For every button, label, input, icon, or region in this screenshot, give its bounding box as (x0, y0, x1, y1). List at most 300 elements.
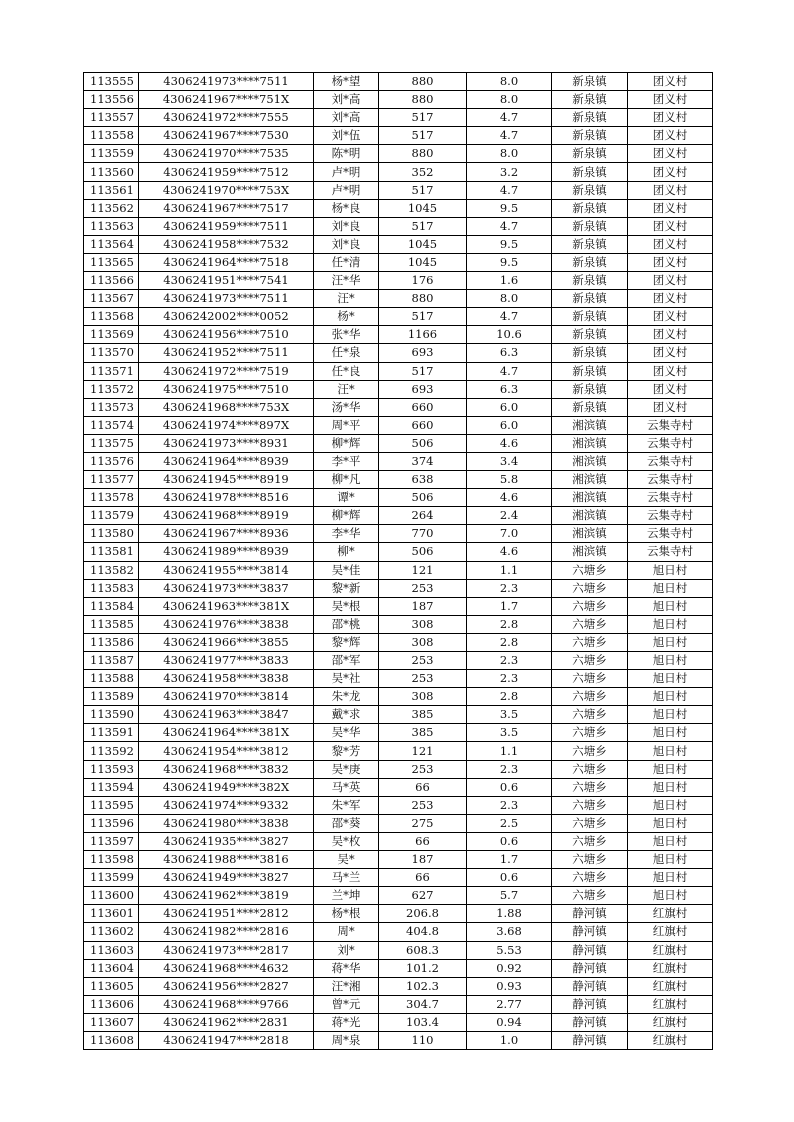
table-row (84, 977, 713, 995)
table-row (84, 272, 713, 290)
serial-number-cell: 113590 (84, 706, 139, 724)
town-cell: 新泉镇 (552, 290, 628, 308)
table-row (84, 778, 713, 796)
name-cell: 朱*龙 (314, 688, 379, 706)
id-number-cell: 4306241951****7541 (139, 272, 314, 290)
amount-cell: 275 (379, 814, 467, 832)
quantity-cell: 5.7 (467, 887, 552, 905)
quantity-cell: 0.6 (467, 832, 552, 850)
amount-cell: 103.4 (379, 1013, 467, 1031)
name-cell: 张*华 (314, 326, 379, 344)
amount-cell: 304.7 (379, 995, 467, 1013)
name-cell: 任*良 (314, 362, 379, 380)
id-number-cell: 4306241945****8919 (139, 471, 314, 489)
serial-number-cell: 113568 (84, 308, 139, 326)
village-cell: 云集寺村 (628, 434, 713, 452)
village-cell: 团义村 (628, 398, 713, 416)
village-cell: 旭日村 (628, 615, 713, 633)
town-cell: 湘滨镇 (552, 416, 628, 434)
table-row (84, 416, 713, 434)
village-cell: 旭日村 (628, 760, 713, 778)
quantity-cell: 1.1 (467, 561, 552, 579)
table-row (84, 760, 713, 778)
amount-cell: 693 (379, 344, 467, 362)
town-cell: 六塘乡 (552, 760, 628, 778)
serial-number-cell: 113570 (84, 344, 139, 362)
table-row (84, 941, 713, 959)
id-number-cell: 4306241967****7517 (139, 199, 314, 217)
amount-cell: 253 (379, 796, 467, 814)
name-cell: 黎*辉 (314, 633, 379, 651)
name-cell: 任*泉 (314, 344, 379, 362)
table-row (84, 742, 713, 760)
amount-cell: 121 (379, 742, 467, 760)
name-cell: 李*华 (314, 525, 379, 543)
serial-number-cell: 113605 (84, 977, 139, 995)
serial-number-cell: 113562 (84, 199, 139, 217)
serial-number-cell: 113556 (84, 91, 139, 109)
id-number-cell: 4306241964****8939 (139, 452, 314, 470)
village-cell: 团义村 (628, 380, 713, 398)
town-cell: 新泉镇 (552, 163, 628, 181)
name-cell: 柳*辉 (314, 507, 379, 525)
town-cell: 六塘乡 (552, 832, 628, 850)
id-number-cell: 4306241980****3838 (139, 814, 314, 832)
serial-number-cell: 113558 (84, 127, 139, 145)
quantity-cell: 0.92 (467, 959, 552, 977)
quantity-cell: 3.68 (467, 923, 552, 941)
id-number-cell: 4306242002****0052 (139, 308, 314, 326)
id-number-cell: 4306241973****8931 (139, 434, 314, 452)
name-cell: 汪* (314, 290, 379, 308)
name-cell: 陈*明 (314, 145, 379, 163)
quantity-cell: 10.6 (467, 326, 552, 344)
id-number-cell: 4306241949****382X (139, 778, 314, 796)
serial-number-cell: 113608 (84, 1031, 139, 1049)
quantity-cell: 2.3 (467, 796, 552, 814)
id-number-cell: 4306241973****7511 (139, 73, 314, 91)
quantity-cell: 4.6 (467, 434, 552, 452)
town-cell: 六塘乡 (552, 887, 628, 905)
village-cell: 团义村 (628, 73, 713, 91)
table-row (84, 905, 713, 923)
town-cell: 湘滨镇 (552, 507, 628, 525)
town-cell: 静河镇 (552, 905, 628, 923)
quantity-cell: 4.7 (467, 308, 552, 326)
quantity-cell: 2.8 (467, 633, 552, 651)
quantity-cell: 6.0 (467, 398, 552, 416)
serial-number-cell: 113573 (84, 398, 139, 416)
name-cell: 汪*华 (314, 272, 379, 290)
quantity-cell: 5.8 (467, 471, 552, 489)
town-cell: 新泉镇 (552, 73, 628, 91)
town-cell: 静河镇 (552, 1013, 628, 1031)
amount-cell: 253 (379, 670, 467, 688)
village-cell: 团义村 (628, 253, 713, 271)
name-cell: 刘*高 (314, 109, 379, 127)
id-number-cell: 4306241966****3855 (139, 633, 314, 651)
village-cell: 云集寺村 (628, 525, 713, 543)
table-row (84, 507, 713, 525)
town-cell: 新泉镇 (552, 308, 628, 326)
id-number-cell: 4306241968****9766 (139, 995, 314, 1013)
serial-number-cell: 113596 (84, 814, 139, 832)
id-number-cell: 4306241968****4632 (139, 959, 314, 977)
amount-cell: 352 (379, 163, 467, 181)
quantity-cell: 1.88 (467, 905, 552, 923)
name-cell: 蒋*光 (314, 1013, 379, 1031)
amount-cell: 187 (379, 851, 467, 869)
table-row (84, 579, 713, 597)
serial-number-cell: 113574 (84, 416, 139, 434)
id-number-cell: 4306241958****3838 (139, 670, 314, 688)
town-cell: 湘滨镇 (552, 525, 628, 543)
id-number-cell: 4306241962****2831 (139, 1013, 314, 1031)
amount-cell: 517 (379, 362, 467, 380)
village-cell: 团义村 (628, 145, 713, 163)
quantity-cell: 2.3 (467, 670, 552, 688)
id-number-cell: 4306241955****3814 (139, 561, 314, 579)
village-cell: 旭日村 (628, 579, 713, 597)
village-cell: 团义村 (628, 272, 713, 290)
quantity-cell: 8.0 (467, 145, 552, 163)
village-cell: 云集寺村 (628, 416, 713, 434)
name-cell: 卢*明 (314, 181, 379, 199)
village-cell: 旭日村 (628, 796, 713, 814)
town-cell: 新泉镇 (552, 217, 628, 235)
quantity-cell: 8.0 (467, 73, 552, 91)
amount-cell: 101.2 (379, 959, 467, 977)
town-cell: 六塘乡 (552, 615, 628, 633)
name-cell: 柳*凡 (314, 471, 379, 489)
serial-number-cell: 113594 (84, 778, 139, 796)
town-cell: 湘滨镇 (552, 434, 628, 452)
table-row (84, 109, 713, 127)
serial-number-cell: 113571 (84, 362, 139, 380)
id-number-cell: 4306241973****7511 (139, 290, 314, 308)
name-cell: 卢*明 (314, 163, 379, 181)
amount-cell: 308 (379, 633, 467, 651)
quantity-cell: 0.93 (467, 977, 552, 995)
town-cell: 新泉镇 (552, 145, 628, 163)
serial-number-cell: 113559 (84, 145, 139, 163)
table-row (84, 344, 713, 362)
amount-cell: 253 (379, 760, 467, 778)
serial-number-cell: 113569 (84, 326, 139, 344)
town-cell: 静河镇 (552, 923, 628, 941)
quantity-cell: 2.8 (467, 688, 552, 706)
id-number-cell: 4306241968****8919 (139, 507, 314, 525)
village-cell: 团义村 (628, 326, 713, 344)
town-cell: 新泉镇 (552, 398, 628, 416)
name-cell: 曾*元 (314, 995, 379, 1013)
table-row (84, 73, 713, 91)
name-cell: 周*泉 (314, 1031, 379, 1049)
name-cell: 吴*佳 (314, 561, 379, 579)
data-table (83, 72, 713, 1050)
amount-cell: 880 (379, 73, 467, 91)
serial-number-cell: 113582 (84, 561, 139, 579)
quantity-cell: 6.0 (467, 416, 552, 434)
serial-number-cell: 113591 (84, 724, 139, 742)
quantity-cell: 0.6 (467, 778, 552, 796)
serial-number-cell: 113578 (84, 489, 139, 507)
amount-cell: 517 (379, 127, 467, 145)
serial-number-cell: 113563 (84, 217, 139, 235)
village-cell: 团义村 (628, 127, 713, 145)
id-number-cell: 4306241989****8939 (139, 543, 314, 561)
serial-number-cell: 113583 (84, 579, 139, 597)
amount-cell: 506 (379, 543, 467, 561)
town-cell: 湘滨镇 (552, 452, 628, 470)
quantity-cell: 9.5 (467, 199, 552, 217)
quantity-cell: 5.53 (467, 941, 552, 959)
table-body (84, 73, 713, 1050)
amount-cell: 374 (379, 452, 467, 470)
serial-number-cell: 113565 (84, 253, 139, 271)
village-cell: 旭日村 (628, 688, 713, 706)
amount-cell: 264 (379, 507, 467, 525)
town-cell: 静河镇 (552, 959, 628, 977)
quantity-cell: 8.0 (467, 91, 552, 109)
id-number-cell: 4306241949****3827 (139, 869, 314, 887)
table-row (84, 561, 713, 579)
serial-number-cell: 113604 (84, 959, 139, 977)
serial-number-cell: 113585 (84, 615, 139, 633)
town-cell: 新泉镇 (552, 127, 628, 145)
id-number-cell: 4306241968****3832 (139, 760, 314, 778)
name-cell: 刘*伍 (314, 127, 379, 145)
amount-cell: 206.8 (379, 905, 467, 923)
village-cell: 团义村 (628, 235, 713, 253)
amount-cell: 660 (379, 398, 467, 416)
amount-cell: 187 (379, 597, 467, 615)
id-number-cell: 4306241973****2817 (139, 941, 314, 959)
amount-cell: 121 (379, 561, 467, 579)
amount-cell: 385 (379, 724, 467, 742)
amount-cell: 660 (379, 416, 467, 434)
town-cell: 六塘乡 (552, 869, 628, 887)
amount-cell: 308 (379, 615, 467, 633)
name-cell: 马*英 (314, 778, 379, 796)
village-cell: 红旗村 (628, 1013, 713, 1031)
table-row (84, 597, 713, 615)
table-row (84, 398, 713, 416)
id-number-cell: 4306241963****3847 (139, 706, 314, 724)
name-cell: 蒋*华 (314, 959, 379, 977)
name-cell: 任*清 (314, 253, 379, 271)
table-row (84, 380, 713, 398)
table-row (84, 887, 713, 905)
table-row (84, 199, 713, 217)
id-number-cell: 4306241976****3838 (139, 615, 314, 633)
quantity-cell: 2.3 (467, 760, 552, 778)
table-row (84, 145, 713, 163)
quantity-cell: 2.3 (467, 579, 552, 597)
serial-number-cell: 113593 (84, 760, 139, 778)
amount-cell: 1045 (379, 235, 467, 253)
table-row (84, 1013, 713, 1031)
amount-cell: 102.3 (379, 977, 467, 995)
village-cell: 团义村 (628, 163, 713, 181)
id-number-cell: 4306241978****8516 (139, 489, 314, 507)
town-cell: 新泉镇 (552, 344, 628, 362)
quantity-cell: 9.5 (467, 235, 552, 253)
town-cell: 新泉镇 (552, 326, 628, 344)
amount-cell: 110 (379, 1031, 467, 1049)
town-cell: 湘滨镇 (552, 489, 628, 507)
quantity-cell: 2.77 (467, 995, 552, 1013)
town-cell: 六塘乡 (552, 579, 628, 597)
town-cell: 六塘乡 (552, 597, 628, 615)
village-cell: 旭日村 (628, 561, 713, 579)
town-cell: 新泉镇 (552, 235, 628, 253)
quantity-cell: 0.6 (467, 869, 552, 887)
serial-number-cell: 113588 (84, 670, 139, 688)
serial-number-cell: 113580 (84, 525, 139, 543)
id-number-cell: 4306241977****3833 (139, 652, 314, 670)
amount-cell: 517 (379, 109, 467, 127)
id-number-cell: 4306241973****3837 (139, 579, 314, 597)
amount-cell: 608.3 (379, 941, 467, 959)
town-cell: 六塘乡 (552, 778, 628, 796)
village-cell: 云集寺村 (628, 507, 713, 525)
name-cell: 吴*华 (314, 724, 379, 742)
id-number-cell: 4306241964****7518 (139, 253, 314, 271)
id-number-cell: 4306241964****381X (139, 724, 314, 742)
table-row (84, 253, 713, 271)
amount-cell: 506 (379, 434, 467, 452)
name-cell: 邵*军 (314, 652, 379, 670)
serial-number-cell: 113598 (84, 851, 139, 869)
serial-number-cell: 113599 (84, 869, 139, 887)
name-cell: 周*平 (314, 416, 379, 434)
town-cell: 新泉镇 (552, 380, 628, 398)
table-row (84, 434, 713, 452)
village-cell: 旭日村 (628, 742, 713, 760)
quantity-cell: 4.7 (467, 181, 552, 199)
village-cell: 红旗村 (628, 959, 713, 977)
amount-cell: 176 (379, 272, 467, 290)
name-cell: 吴*社 (314, 670, 379, 688)
table-row (84, 814, 713, 832)
village-cell: 红旗村 (628, 923, 713, 941)
id-number-cell: 4306241967****7530 (139, 127, 314, 145)
name-cell: 马*兰 (314, 869, 379, 887)
serial-number-cell: 113592 (84, 742, 139, 760)
amount-cell: 627 (379, 887, 467, 905)
town-cell: 静河镇 (552, 995, 628, 1013)
name-cell: 刘*高 (314, 91, 379, 109)
quantity-cell: 6.3 (467, 344, 552, 362)
table-row (84, 181, 713, 199)
serial-number-cell: 113587 (84, 652, 139, 670)
quantity-cell: 1.6 (467, 272, 552, 290)
amount-cell: 880 (379, 145, 467, 163)
town-cell: 新泉镇 (552, 91, 628, 109)
serial-number-cell: 113575 (84, 434, 139, 452)
village-cell: 云集寺村 (628, 489, 713, 507)
amount-cell: 66 (379, 869, 467, 887)
amount-cell: 1045 (379, 253, 467, 271)
name-cell: 刘* (314, 941, 379, 959)
amount-cell: 66 (379, 778, 467, 796)
id-number-cell: 4306241967****8936 (139, 525, 314, 543)
amount-cell: 638 (379, 471, 467, 489)
village-cell: 旭日村 (628, 670, 713, 688)
town-cell: 新泉镇 (552, 109, 628, 127)
id-number-cell: 4306241974****897X (139, 416, 314, 434)
table-row (84, 995, 713, 1013)
quantity-cell: 8.0 (467, 290, 552, 308)
village-cell: 团义村 (628, 199, 713, 217)
name-cell: 杨*良 (314, 199, 379, 217)
table-row (84, 362, 713, 380)
id-number-cell: 4306241970****753X (139, 181, 314, 199)
quantity-cell: 1.1 (467, 742, 552, 760)
serial-number-cell: 113607 (84, 1013, 139, 1031)
town-cell: 六塘乡 (552, 633, 628, 651)
amount-cell: 517 (379, 181, 467, 199)
id-number-cell: 4306241975****7510 (139, 380, 314, 398)
table-row (84, 706, 713, 724)
village-cell: 团义村 (628, 290, 713, 308)
table-row (84, 851, 713, 869)
table-row (84, 91, 713, 109)
id-number-cell: 4306241954****3812 (139, 742, 314, 760)
serial-number-cell: 113572 (84, 380, 139, 398)
amount-cell: 66 (379, 832, 467, 850)
name-cell: 周* (314, 923, 379, 941)
amount-cell: 770 (379, 525, 467, 543)
name-cell: 黎*芳 (314, 742, 379, 760)
village-cell: 旭日村 (628, 633, 713, 651)
id-number-cell: 4306241935****3827 (139, 832, 314, 850)
quantity-cell: 9.5 (467, 253, 552, 271)
village-cell: 团义村 (628, 109, 713, 127)
name-cell: 刘*良 (314, 235, 379, 253)
table-row (84, 652, 713, 670)
town-cell: 新泉镇 (552, 199, 628, 217)
table-row (84, 923, 713, 941)
table-row (84, 290, 713, 308)
table-row (84, 308, 713, 326)
quantity-cell: 4.6 (467, 543, 552, 561)
name-cell: 杨*望 (314, 73, 379, 91)
town-cell: 六塘乡 (552, 814, 628, 832)
amount-cell: 253 (379, 652, 467, 670)
amount-cell: 308 (379, 688, 467, 706)
village-cell: 红旗村 (628, 995, 713, 1013)
name-cell: 汪*湘 (314, 977, 379, 995)
quantity-cell: 1.7 (467, 851, 552, 869)
serial-number-cell: 113577 (84, 471, 139, 489)
amount-cell: 385 (379, 706, 467, 724)
table-row (84, 235, 713, 253)
name-cell: 汪* (314, 380, 379, 398)
village-cell: 红旗村 (628, 1031, 713, 1049)
table-row (84, 724, 713, 742)
village-cell: 旭日村 (628, 814, 713, 832)
village-cell: 旭日村 (628, 597, 713, 615)
name-cell: 邵*桃 (314, 615, 379, 633)
name-cell: 柳* (314, 543, 379, 561)
name-cell: 杨* (314, 308, 379, 326)
village-cell: 团义村 (628, 181, 713, 199)
village-cell: 旭日村 (628, 869, 713, 887)
quantity-cell: 6.3 (467, 380, 552, 398)
village-cell: 团义村 (628, 217, 713, 235)
